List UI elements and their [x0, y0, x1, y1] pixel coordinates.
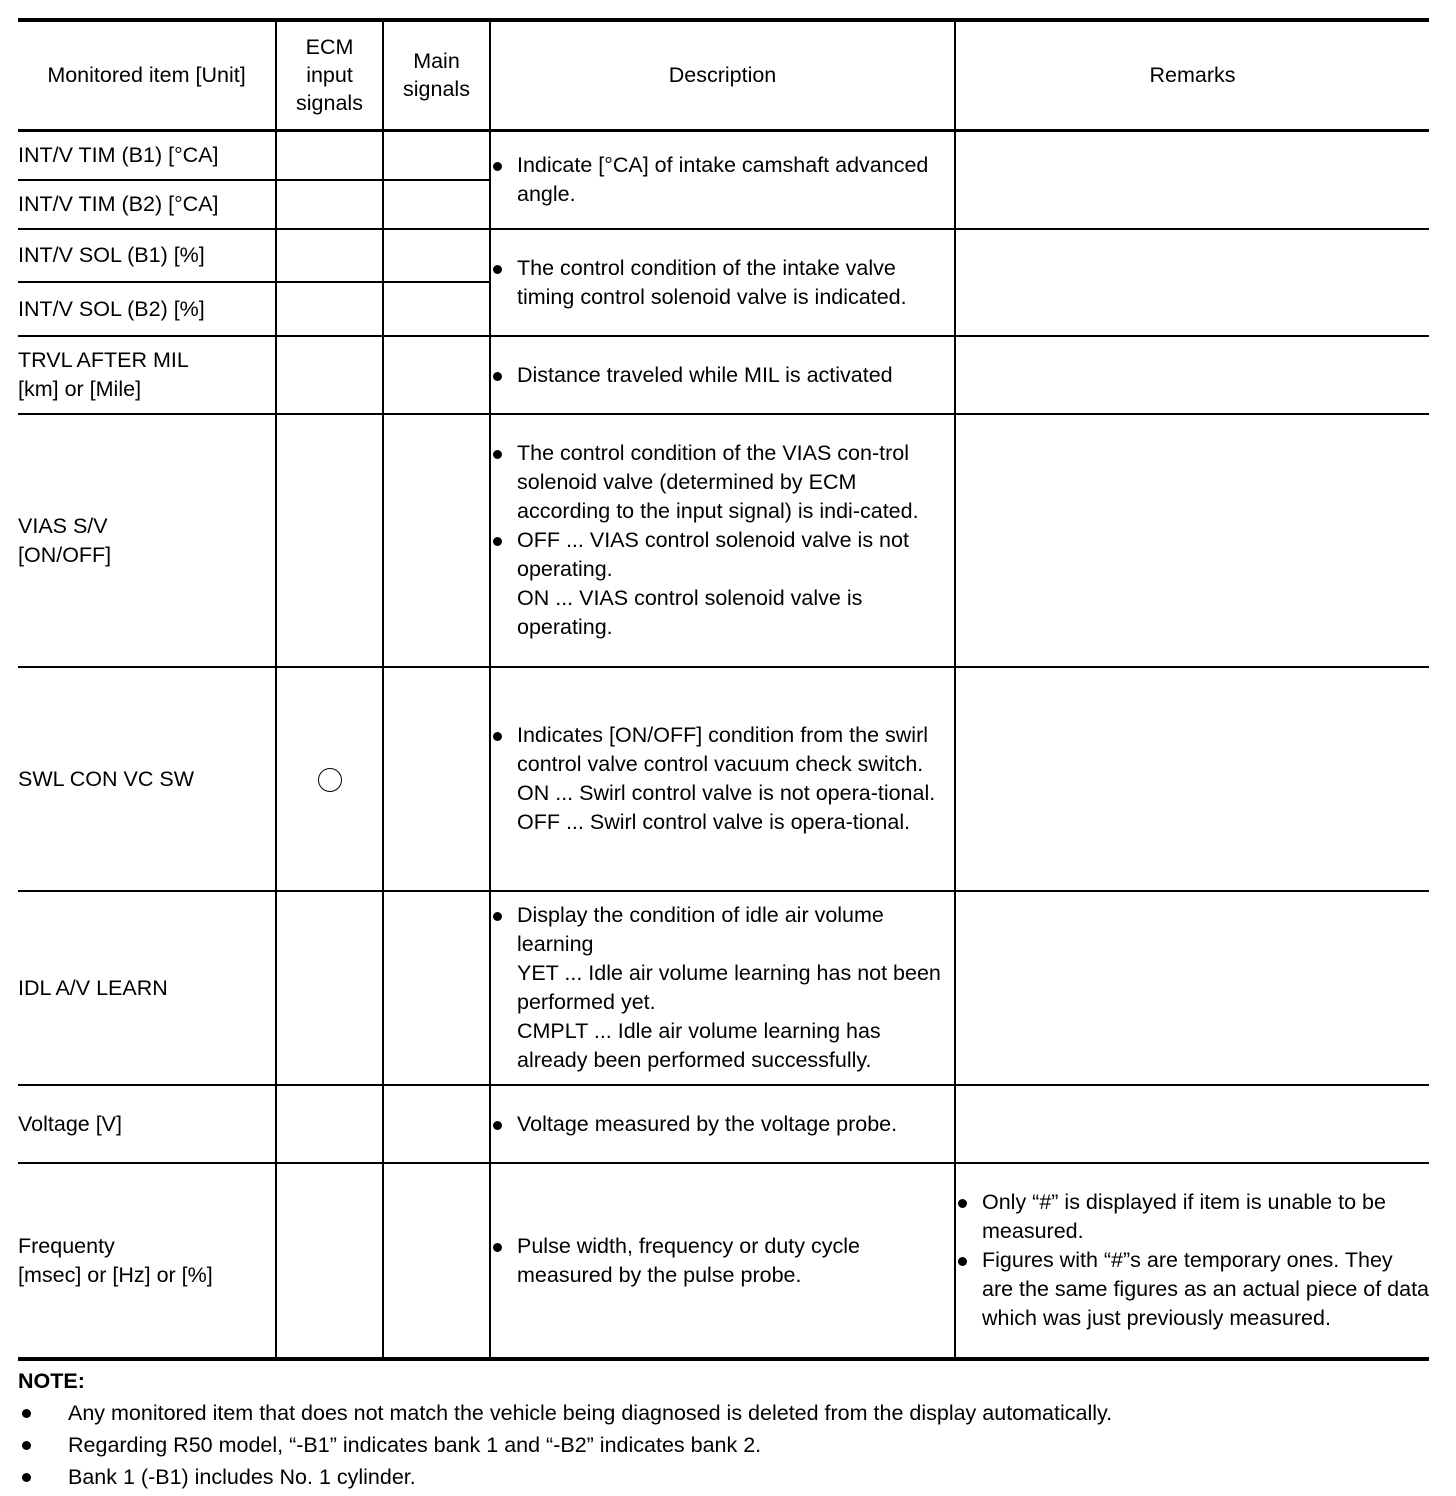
table-row	[18, 667, 1429, 891]
description-cell	[490, 667, 955, 891]
ecm-cell	[276, 891, 383, 1085]
note-title: NOTE:	[18, 1369, 85, 1393]
ecm-cell	[276, 336, 383, 414]
description-bullet: Pulse width, frequency or duty cycle measured by the pulse probe.	[491, 1232, 954, 1290]
description-cell	[490, 1085, 955, 1163]
description-cell	[490, 414, 955, 667]
main-signal-cell	[383, 891, 490, 1085]
item-cell: INT/V SOL (B2) [%]	[18, 282, 276, 336]
note-item: Bank 1 (-B1) includes No. 1 cylinder.	[18, 1461, 1429, 1493]
remarks-cell	[955, 229, 1429, 336]
table-row	[18, 130, 1429, 180]
note-item: Any monitored item that does not match the vehicle being diagnosed is deleted from the display automatically.	[18, 1397, 1429, 1429]
description-bullet: Voltage measured by the voltage probe.	[491, 1110, 954, 1139]
ecm-input-circle-mark	[318, 768, 342, 792]
table-row	[18, 891, 1429, 1085]
description-bullet: Indicates [ON/OFF] condition from the swirl control valve control vacuum check switch. ON ... Swirl control valve is not opera-tional. OFF ... Swirl control valve is opera-tional.	[491, 721, 954, 837]
table-row	[18, 336, 1429, 414]
ecm-cell	[276, 130, 383, 180]
main-signal-cell	[383, 1085, 490, 1163]
note-item: Regarding R50 model, “-B1” indicates bank 1 and “-B2” indicates bank 2.	[18, 1429, 1429, 1461]
description-bullet: Display the condition of idle air volume learning YET ... Idle air volume learning has not been performed yet. CMPLT ... Idle air volume learning has already been performed successfully.	[491, 901, 954, 1075]
description-cell	[490, 130, 955, 229]
remarks-cell	[955, 414, 1429, 667]
item-cell: INT/V TIM (B1) [°CA]	[18, 130, 276, 180]
description-bullet: The control condition of the intake valve timing control solenoid valve is indicated.	[491, 254, 954, 312]
table-row	[18, 1163, 1429, 1359]
ecm-cell	[276, 180, 383, 229]
table-header-row	[18, 20, 1429, 130]
main-signal-cell	[383, 282, 490, 336]
remarks-cell	[955, 336, 1429, 414]
ecm-cell	[276, 282, 383, 336]
remark-bullet: Figures with “#”s are temporary ones. They are the same figures as an actual piece of data which was just previously measured.	[956, 1246, 1429, 1333]
description-bullet: Indicate [°CA] of intake camshaft advanced angle.	[491, 151, 954, 209]
ecm-cell	[276, 1085, 383, 1163]
table-row	[18, 1085, 1429, 1163]
description-cell	[490, 336, 955, 414]
main-signal-cell	[383, 229, 490, 282]
table-row	[18, 414, 1429, 667]
monitored-items-table	[18, 18, 1429, 1361]
main-signal-cell	[383, 1163, 490, 1359]
remark-bullet: Only “#” is displayed if item is unable to be measured.	[956, 1188, 1429, 1246]
remarks-cell	[955, 891, 1429, 1085]
description-bullet: OFF ... VIAS control solenoid valve is not operating. ON ... VIAS control solenoid valve is operating.	[491, 526, 954, 642]
description-cell	[490, 1163, 955, 1359]
header-remarks: Remarks	[955, 20, 1429, 130]
ecm-cell	[276, 229, 383, 282]
item-cell: VIAS S/V [ON/OFF]	[18, 414, 276, 667]
item-cell: Frequenty [msec] or [Hz] or [%]	[18, 1163, 276, 1359]
note-section	[18, 1365, 1429, 1493]
main-signal-cell	[383, 130, 490, 180]
item-cell: INT/V SOL (B1) [%]	[18, 229, 276, 282]
remarks-cell	[955, 1085, 1429, 1163]
item-cell: SWL CON VC SW	[18, 667, 276, 891]
description-cell	[490, 891, 955, 1085]
main-signal-cell	[383, 180, 490, 229]
document-page	[18, 18, 1429, 1493]
remarks-cell	[955, 130, 1429, 229]
header-description: Description	[490, 20, 955, 130]
ecm-cell	[276, 414, 383, 667]
remarks-cell	[955, 667, 1429, 891]
ecm-cell	[276, 1163, 383, 1359]
main-signal-cell	[383, 667, 490, 891]
ecm-cell	[276, 667, 383, 891]
description-cell	[490, 229, 955, 336]
item-cell: Voltage [V]	[18, 1085, 276, 1163]
table-row	[18, 229, 1429, 282]
header-main-signals: Main signals	[383, 20, 490, 130]
item-cell: IDL A/V LEARN	[18, 891, 276, 1085]
header-monitored-item: Monitored item [Unit]	[18, 20, 276, 130]
item-cell: INT/V TIM (B2) [°CA]	[18, 180, 276, 229]
description-bullet: The control condition of the VIAS con-trol solenoid valve (determined by ECM according to the input signal) is indi-cated.	[491, 439, 954, 526]
remarks-cell	[955, 1163, 1429, 1359]
description-bullet: Distance traveled while MIL is activated	[491, 361, 954, 390]
header-ecm-input-signals: ECM input signals	[276, 20, 383, 130]
main-signal-cell	[383, 414, 490, 667]
main-signal-cell	[383, 336, 490, 414]
item-cell: TRVL AFTER MIL [km] or [Mile]	[18, 336, 276, 414]
